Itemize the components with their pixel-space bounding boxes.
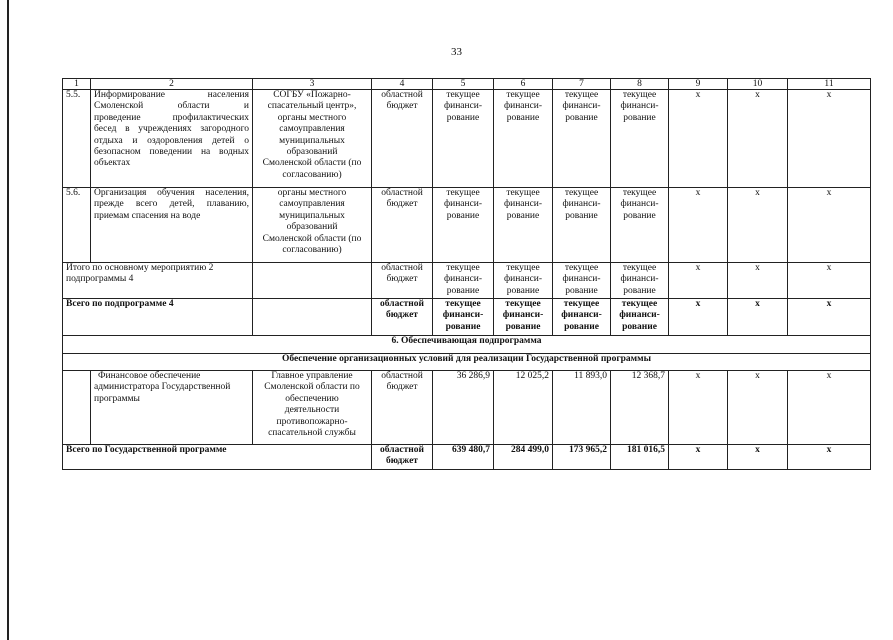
subtotal-row-activity-2 bbox=[63, 263, 871, 299]
funding-cell: текущее финанси- рование bbox=[611, 299, 669, 336]
total-label: Всего по подпрограмме 4 bbox=[63, 299, 253, 336]
amount-year-1: 284 499,0 bbox=[494, 445, 553, 470]
col-header-4: 4 bbox=[372, 79, 433, 90]
row-number: 5.6. bbox=[63, 188, 91, 263]
budget-source: областной бюджет bbox=[372, 299, 433, 336]
budget-source: областной бюджет bbox=[372, 445, 433, 470]
activity-name: Информирование населения Смоленской области и проведение профилактических бесед в учреждениях загородного отдыха и оздоровления детей о безопасном поведении на водных объектах bbox=[91, 90, 253, 188]
col-header-10: 10 bbox=[728, 79, 788, 90]
x-mark: x bbox=[728, 188, 788, 263]
program-table bbox=[62, 78, 871, 470]
funding-cell: текущее финанси- рование bbox=[611, 188, 669, 263]
activity-name: Финансовое обеспечение администратора Государственной программы bbox=[91, 371, 253, 445]
x-mark: x bbox=[788, 263, 871, 299]
executor: СОГБУ «Пожарно- спасательный центр», органы местного самоуправления муниципальных образований Смоленской области (по согласованию) bbox=[253, 90, 372, 188]
col-header-6: 6 bbox=[494, 79, 553, 90]
page-number: 33 bbox=[451, 46, 462, 58]
funding-cell: текущее финанси- рование bbox=[433, 90, 494, 188]
section-title: 6. Обеспечивающая подпрограмма bbox=[63, 336, 871, 354]
amount-year-1: 12 025,2 bbox=[494, 371, 553, 445]
activity-name: Организация обучения населения, прежде всего детей, плаванию, приемам спасения на воде bbox=[91, 188, 253, 263]
budget-source: областной бюджет bbox=[372, 263, 433, 299]
subtotal-label: Итого по основному мероприятию 2 подпрограммы 4 bbox=[63, 263, 253, 299]
funding-cell: текущее финанси- рование bbox=[433, 299, 494, 336]
x-mark: x bbox=[669, 263, 728, 299]
amount-year-2: 11 893,0 bbox=[553, 371, 611, 445]
funding-cell: текущее финанси- рование bbox=[494, 299, 553, 336]
amount-total: 639 480,7 bbox=[433, 445, 494, 470]
section-header-row bbox=[63, 336, 871, 354]
amount-total: 36 286,9 bbox=[433, 371, 494, 445]
x-mark: x bbox=[728, 299, 788, 336]
col-header-7: 7 bbox=[553, 79, 611, 90]
x-mark: x bbox=[788, 90, 871, 188]
total-row-subprogram-4 bbox=[63, 299, 871, 336]
funding-cell: текущее финанси- рование bbox=[494, 90, 553, 188]
budget-source: областной бюджет bbox=[372, 371, 433, 445]
x-mark: x bbox=[669, 188, 728, 263]
x-mark: x bbox=[728, 263, 788, 299]
executor: органы местного самоуправления муниципальных образований Смоленской области (по согласованию) bbox=[253, 188, 372, 263]
binding-edge-line bbox=[7, 0, 9, 640]
x-mark: x bbox=[728, 445, 788, 470]
funding-cell: текущее финанси- рование bbox=[553, 188, 611, 263]
funding-cell: текущее финанси- рование bbox=[494, 188, 553, 263]
budget-source: областной бюджет bbox=[372, 90, 433, 188]
funding-cell: текущее финанси- рование bbox=[611, 90, 669, 188]
table-row-financial-support bbox=[63, 371, 871, 445]
funding-cell: текущее финанси- рование bbox=[553, 299, 611, 336]
budget-source: областной бюджет bbox=[372, 188, 433, 263]
col-header-2: 2 bbox=[91, 79, 253, 90]
row-number: 5.5. bbox=[63, 90, 91, 188]
funding-cell: текущее финанси- рование bbox=[553, 263, 611, 299]
x-mark: x bbox=[669, 371, 728, 445]
x-mark: x bbox=[728, 371, 788, 445]
funding-cell: текущее финанси- рование bbox=[553, 90, 611, 188]
x-mark: x bbox=[669, 299, 728, 336]
x-mark: x bbox=[728, 90, 788, 188]
grand-total-label: Всего по Государственной программе bbox=[63, 445, 372, 470]
col-header-5: 5 bbox=[433, 79, 494, 90]
column-number-row bbox=[63, 79, 871, 90]
x-mark: x bbox=[788, 299, 871, 336]
grand-total-row bbox=[63, 445, 871, 470]
x-mark: x bbox=[669, 90, 728, 188]
col-header-9: 9 bbox=[669, 79, 728, 90]
col-header-8: 8 bbox=[611, 79, 669, 90]
col-header-1: 1 bbox=[63, 79, 91, 90]
section-subtitle: Обеспечение организационных условий для реализации Государственной программы bbox=[63, 354, 871, 371]
empty-cell bbox=[253, 263, 372, 299]
funding-cell: текущее финанси- рование bbox=[433, 188, 494, 263]
funding-cell: текущее финанси- рование bbox=[494, 263, 553, 299]
col-header-3: 3 bbox=[253, 79, 372, 90]
executor: Главное управление Смоленской области по обеспечению деятельности противопожарно- спасательной службы bbox=[253, 371, 372, 445]
funding-cell: текущее финанси- рование bbox=[611, 263, 669, 299]
col-header-11: 11 bbox=[788, 79, 871, 90]
table-row-5-6 bbox=[63, 188, 871, 263]
amount-year-3: 181 016,5 bbox=[611, 445, 669, 470]
amount-year-2: 173 965,2 bbox=[553, 445, 611, 470]
x-mark: x bbox=[788, 445, 871, 470]
funding-cell: текущее финанси- рование bbox=[433, 263, 494, 299]
table-row-5-5 bbox=[63, 90, 871, 188]
x-mark: x bbox=[788, 371, 871, 445]
section-subheader-row bbox=[63, 354, 871, 371]
x-mark: x bbox=[669, 445, 728, 470]
row-number bbox=[63, 371, 91, 445]
empty-cell bbox=[253, 299, 372, 336]
amount-year-3: 12 368,7 bbox=[611, 371, 669, 445]
x-mark: x bbox=[788, 188, 871, 263]
